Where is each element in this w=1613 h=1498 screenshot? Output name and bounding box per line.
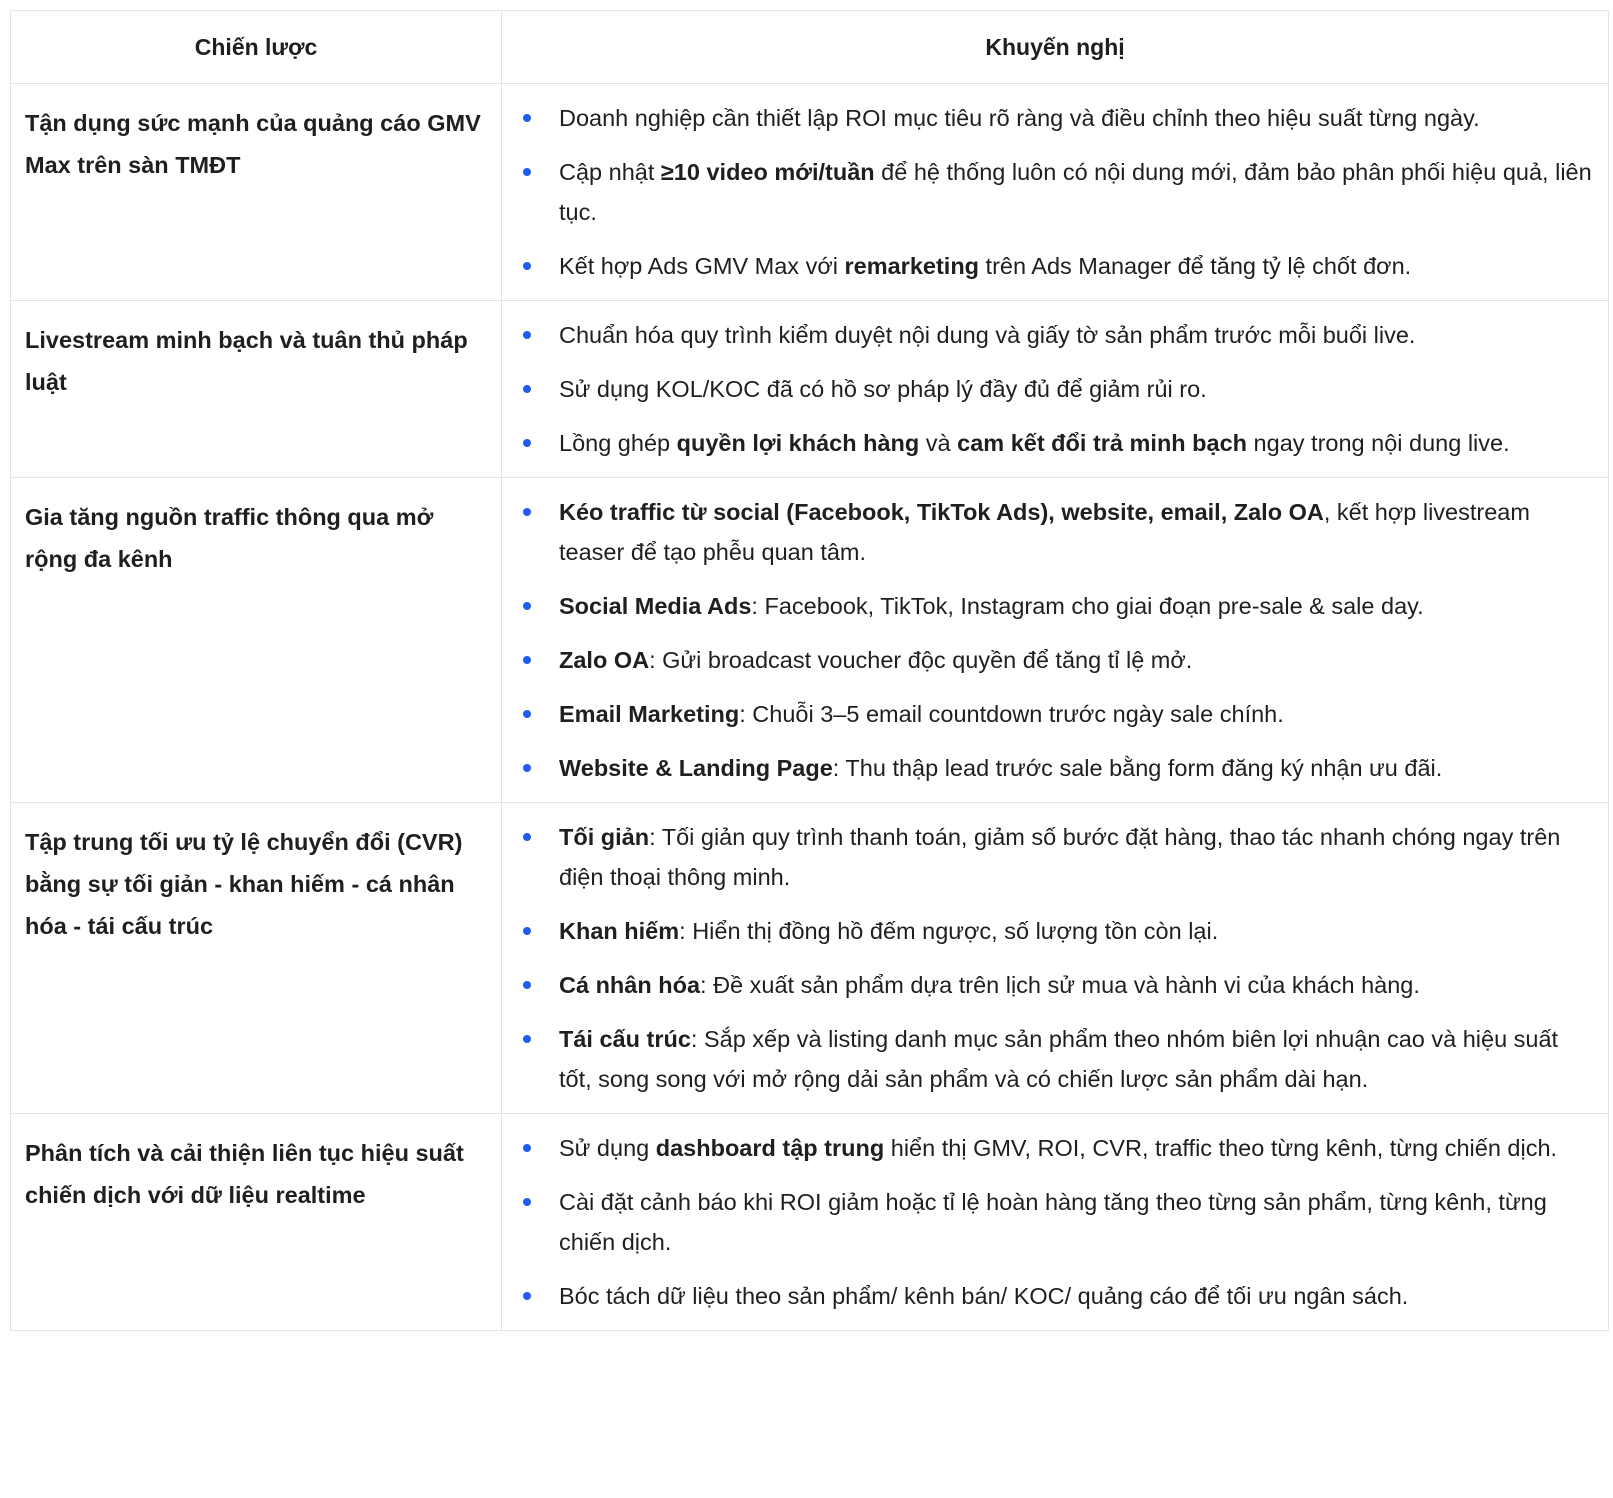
bold-text: Kéo traffic từ social (Facebook, TikTok Ads), website, email, Zalo OA	[559, 499, 1324, 525]
text-segment: để hệ thống luôn có nội dung mới, đảm bảo phân phối hiệu quả, liên tục.	[559, 159, 1592, 225]
text-segment: : Hiển thị đồng hồ đếm ngược, số lượng tồn còn lại.	[679, 918, 1219, 944]
list-item	[502, 694, 1594, 734]
bold-text: cam kết đổi trả minh bạch	[957, 430, 1248, 456]
text-segment: , kết hợp livestream teaser để tạo phễu quan tâm.	[559, 499, 1530, 565]
list-item	[502, 152, 1594, 232]
text-segment: Sử dụng KOL/KOC đã có hồ sơ pháp lý đầy đủ để giảm rủi ro.	[559, 376, 1207, 402]
recommendation-cell	[502, 84, 1609, 301]
list-item	[502, 98, 1594, 138]
text-segment: : Đề xuất sản phẩm dựa trên lịch sử mua và hành vi của khách hàng.	[700, 972, 1420, 998]
recommendation-cell	[502, 478, 1609, 803]
list-item	[502, 1276, 1594, 1316]
strategy-cell: Tận dụng sức mạnh của quảng cáo GMV Max trên sàn TMĐT	[11, 84, 502, 301]
table-row	[11, 478, 1609, 803]
strategy-table	[10, 10, 1609, 1331]
bold-text: remarketing	[844, 253, 980, 279]
text-segment: Cập nhật	[559, 159, 661, 185]
header-strategy: Chiến lược	[11, 11, 502, 84]
text-segment: và	[919, 430, 958, 456]
table-header	[11, 11, 1609, 84]
recommendation-list	[502, 98, 1594, 286]
recommendation-list	[502, 1128, 1594, 1316]
list-item	[502, 1019, 1594, 1099]
list-item	[502, 817, 1594, 897]
list-item	[502, 1128, 1594, 1168]
text-segment: ngay trong nội dung live.	[1247, 430, 1510, 456]
recommendation-cell	[502, 1114, 1609, 1331]
header-recommendation: Khuyến nghị	[502, 11, 1609, 84]
text-segment: : Gửi broadcast voucher độc quyền để tăng tỉ lệ mở.	[649, 647, 1193, 673]
text-segment: Kết hợp Ads GMV Max với	[559, 253, 845, 279]
list-item	[502, 586, 1594, 626]
text-segment: trên Ads Manager để tăng tỷ lệ chốt đơn.	[979, 253, 1412, 279]
recommendation-cell	[502, 301, 1609, 478]
text-segment: Sử dụng	[559, 1135, 656, 1161]
list-item	[502, 748, 1594, 788]
table-body	[11, 84, 1609, 1331]
list-item	[502, 315, 1594, 355]
list-item	[502, 911, 1594, 951]
text-segment: Cài đặt cảnh báo khi ROI giảm hoặc tỉ lệ hoàn hàng tăng theo từng sản phẩm, từng kênh, từng chiến dịch.	[559, 1189, 1547, 1255]
text-segment: hiển thị GMV, ROI, CVR, traffic theo từng kênh, từng chiến dịch.	[884, 1135, 1558, 1161]
strategy-cell: Phân tích và cải thiện liên tục hiệu suất chiến dịch với dữ liệu realtime	[11, 1114, 502, 1331]
text-segment: Bóc tách dữ liệu theo sản phẩm/ kênh bán/ KOC/ quảng cáo để tối ưu ngân sách.	[559, 1283, 1409, 1309]
bold-text: ≥10 video mới/tuần	[660, 159, 875, 185]
bold-text: Email Marketing	[559, 701, 740, 727]
strategy-table-container	[10, 10, 1608, 1331]
list-item	[502, 1182, 1594, 1262]
list-item	[502, 640, 1594, 680]
list-item	[502, 492, 1594, 572]
text-segment: : Thu thập lead trước sale bằng form đăng ký nhận ưu đãi.	[832, 755, 1443, 781]
list-item	[502, 369, 1594, 409]
recommendation-list	[502, 817, 1594, 1099]
bold-text: quyền lợi khách hàng	[676, 430, 920, 456]
bold-text: Zalo OA	[559, 647, 650, 673]
text-segment: : Sắp xếp và listing danh mục sản phẩm theo nhóm biên lợi nhuận cao và hiệu suất tốt, song song với mở rộng dải sản phẩm và có chiến lược sản phẩm dài hạn.	[559, 1026, 1559, 1092]
text-segment: : Facebook, TikTok, Instagram cho giai đoạn pre-sale & sale day.	[751, 593, 1424, 619]
text-segment: Lồng ghép	[559, 430, 677, 456]
list-item	[502, 246, 1594, 286]
table-row	[11, 301, 1609, 478]
header-row	[11, 11, 1609, 84]
recommendation-cell	[502, 803, 1609, 1114]
bold-text: Social Media Ads	[559, 593, 752, 619]
strategy-cell: Gia tăng nguồn traffic thông qua mở rộng đa kênh	[11, 478, 502, 803]
recommendation-list	[502, 315, 1594, 463]
list-item	[502, 423, 1594, 463]
strategy-cell: Tập trung tối ưu tỷ lệ chuyển đổi (CVR) bằng sự tối giản - khan hiếm - cá nhân hóa - tái cấu trúc	[11, 803, 502, 1114]
strategy-cell: Livestream minh bạch và tuân thủ pháp luật	[11, 301, 502, 478]
table-row	[11, 803, 1609, 1114]
bold-text: Website & Landing Page	[559, 755, 833, 781]
bold-text: Tái cấu trúc	[559, 1026, 691, 1052]
text-segment: Doanh nghiệp cần thiết lập ROI mục tiêu rõ ràng và điều chỉnh theo hiệu suất từng ngày.	[559, 105, 1480, 131]
bold-text: Cá nhân hóa	[559, 972, 701, 998]
recommendation-list	[502, 492, 1594, 788]
bold-text: Tối giản	[559, 824, 650, 850]
bold-text: dashboard tập trung	[655, 1135, 885, 1161]
table-row	[11, 1114, 1609, 1331]
text-segment: : Chuỗi 3–5 email countdown trước ngày sale chính.	[739, 701, 1284, 727]
table-row	[11, 84, 1609, 301]
text-segment: : Tối giản quy trình thanh toán, giảm số bước đặt hàng, thao tác nhanh chóng ngay trên điện thoại thông minh.	[559, 824, 1561, 890]
text-segment: Chuẩn hóa quy trình kiểm duyệt nội dung và giấy tờ sản phẩm trước mỗi buổi live.	[559, 322, 1416, 348]
bold-text: Khan hiếm	[559, 918, 680, 944]
list-item	[502, 965, 1594, 1005]
